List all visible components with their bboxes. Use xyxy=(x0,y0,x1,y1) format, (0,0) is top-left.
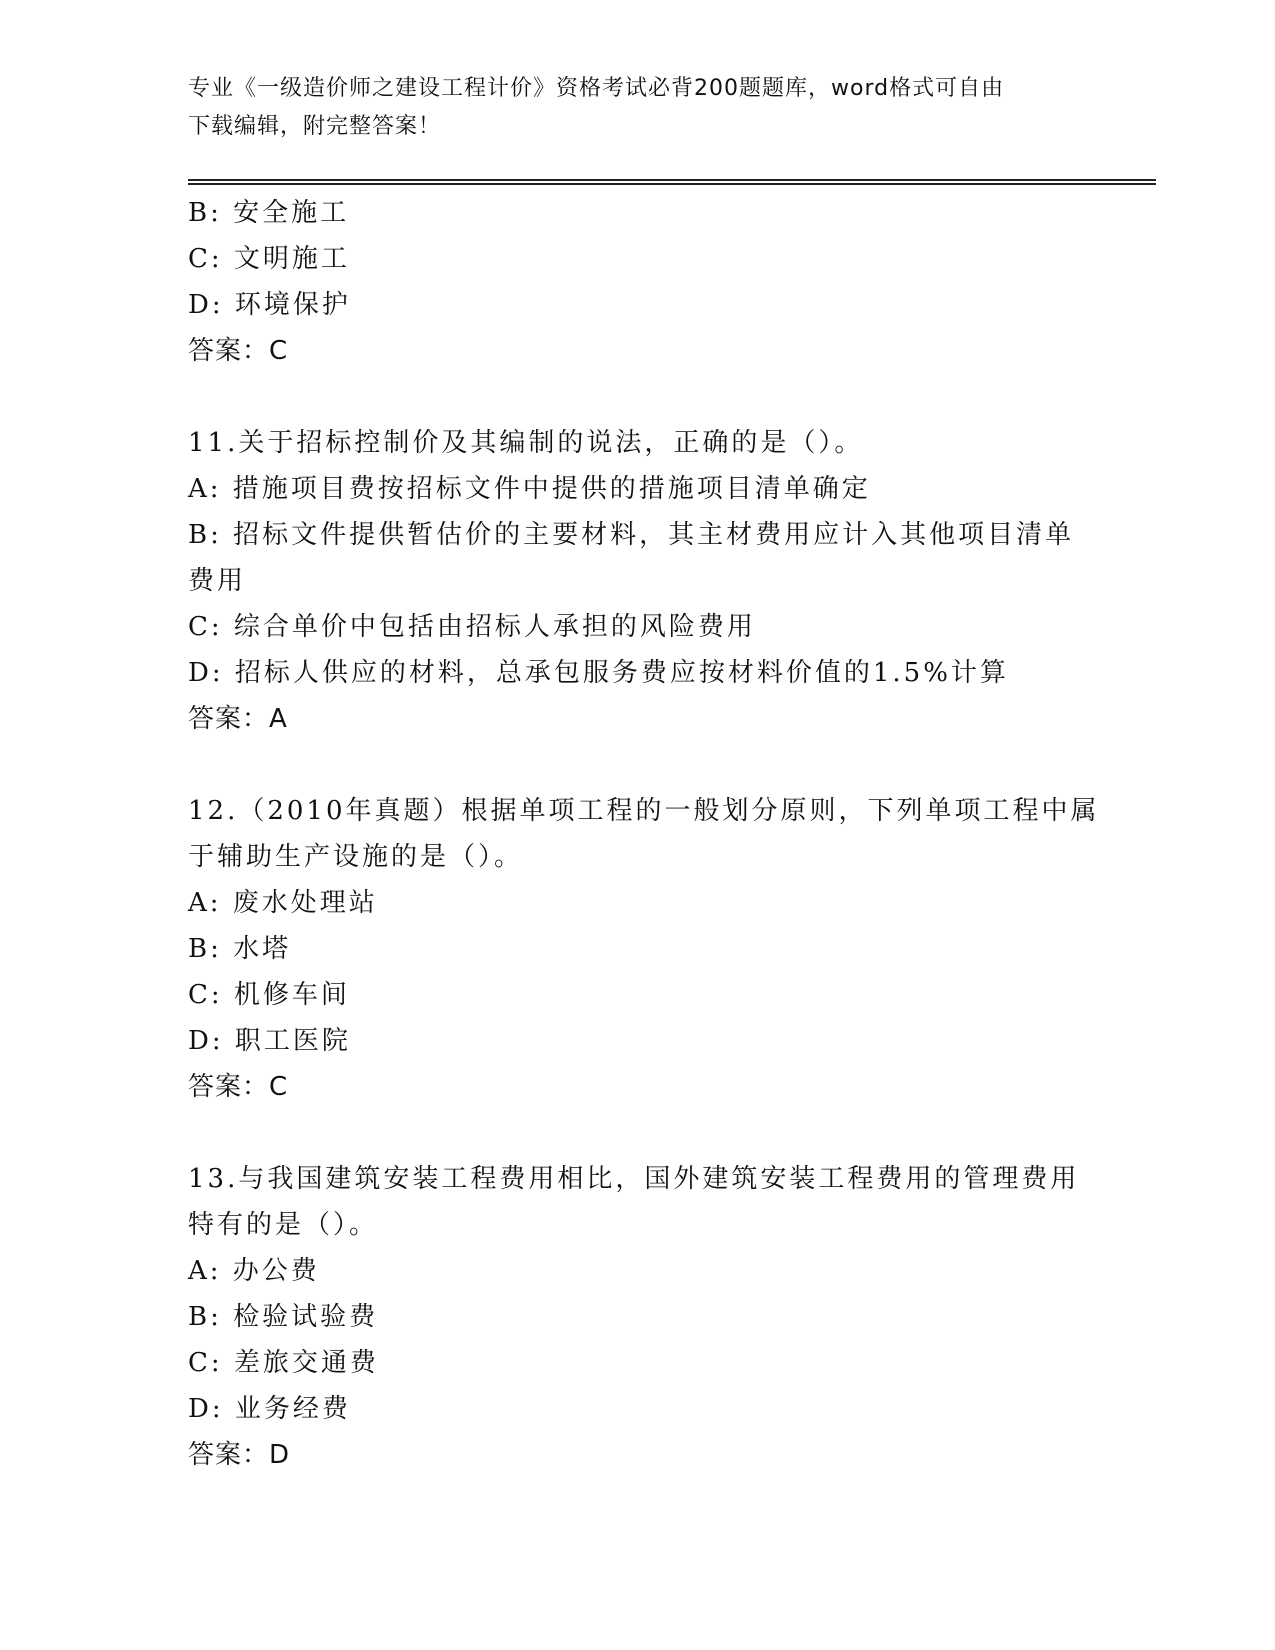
answer-line: 答案：D xyxy=(188,1440,291,1470)
spacer xyxy=(188,742,1088,788)
question-text-continued: 特有的是（）。 xyxy=(188,1210,379,1240)
option-b: B: 安全施工 xyxy=(188,198,350,228)
answer-line: 答案：C xyxy=(188,336,289,366)
header-line-1: 专业《一级造价师之建设工程计价》资格考试必背200题题库，word格式可自由 xyxy=(188,76,1005,101)
option-c: C: 文明施工 xyxy=(188,244,350,274)
question-text: 11.关于招标控制价及其编制的说法，正确的是（）。 xyxy=(188,428,864,458)
spacer xyxy=(188,374,1088,420)
question-list xyxy=(188,190,1100,1478)
option-b: B: 水塔 xyxy=(188,934,292,964)
option-a: A: 措施项目费按招标文件中提供的措施项目清单确定 xyxy=(188,474,871,504)
answer-line: 答案：A xyxy=(188,704,288,734)
option-a: A: 废水处理站 xyxy=(188,888,378,918)
option-a: A: 办公费 xyxy=(188,1256,320,1286)
question-text: 13.与我国建筑安装工程费用相比，国外建筑安装工程费用的管理费用 xyxy=(188,1164,1080,1194)
header-divider-top xyxy=(188,179,1156,181)
option-c: C: 差旅交通费 xyxy=(188,1348,379,1378)
spacer xyxy=(188,1110,1088,1156)
option-b-continued: 费用 xyxy=(188,566,247,596)
option-d: D: 招标人供应的材料，总承包服务费应按材料价值的1.5%计算 xyxy=(188,658,1009,688)
option-b: B: 招标文件提供暂估价的主要材料，其主材费用应计入其他项目清单 xyxy=(188,520,1075,550)
page-header xyxy=(188,70,1088,146)
option-c: C: 综合单价中包括由招标人承担的风险费用 xyxy=(188,612,756,642)
question-text-continued: 于辅助生产设施的是（）。 xyxy=(188,842,524,872)
question-block-12 xyxy=(188,788,1100,1110)
header-divider-bottom xyxy=(188,183,1156,185)
option-c: C: 机修车间 xyxy=(188,980,350,1010)
option-d: D: 职工医院 xyxy=(188,1026,351,1056)
header-line-2: 下载编辑，附完整答案！ xyxy=(188,114,442,139)
option-d: D: 业务经费 xyxy=(188,1394,351,1424)
question-text: 12.（2010年真题）根据单项工程的一般划分原则，下列单项工程中属 xyxy=(188,796,1100,826)
question-block-10 xyxy=(188,190,1088,374)
question-block-13 xyxy=(188,1156,1088,1478)
answer-line: 答案：C xyxy=(188,1072,289,1102)
option-b: B: 检验试验费 xyxy=(188,1302,379,1332)
option-d: D: 环境保护 xyxy=(188,290,351,320)
question-block-11 xyxy=(188,420,1088,742)
